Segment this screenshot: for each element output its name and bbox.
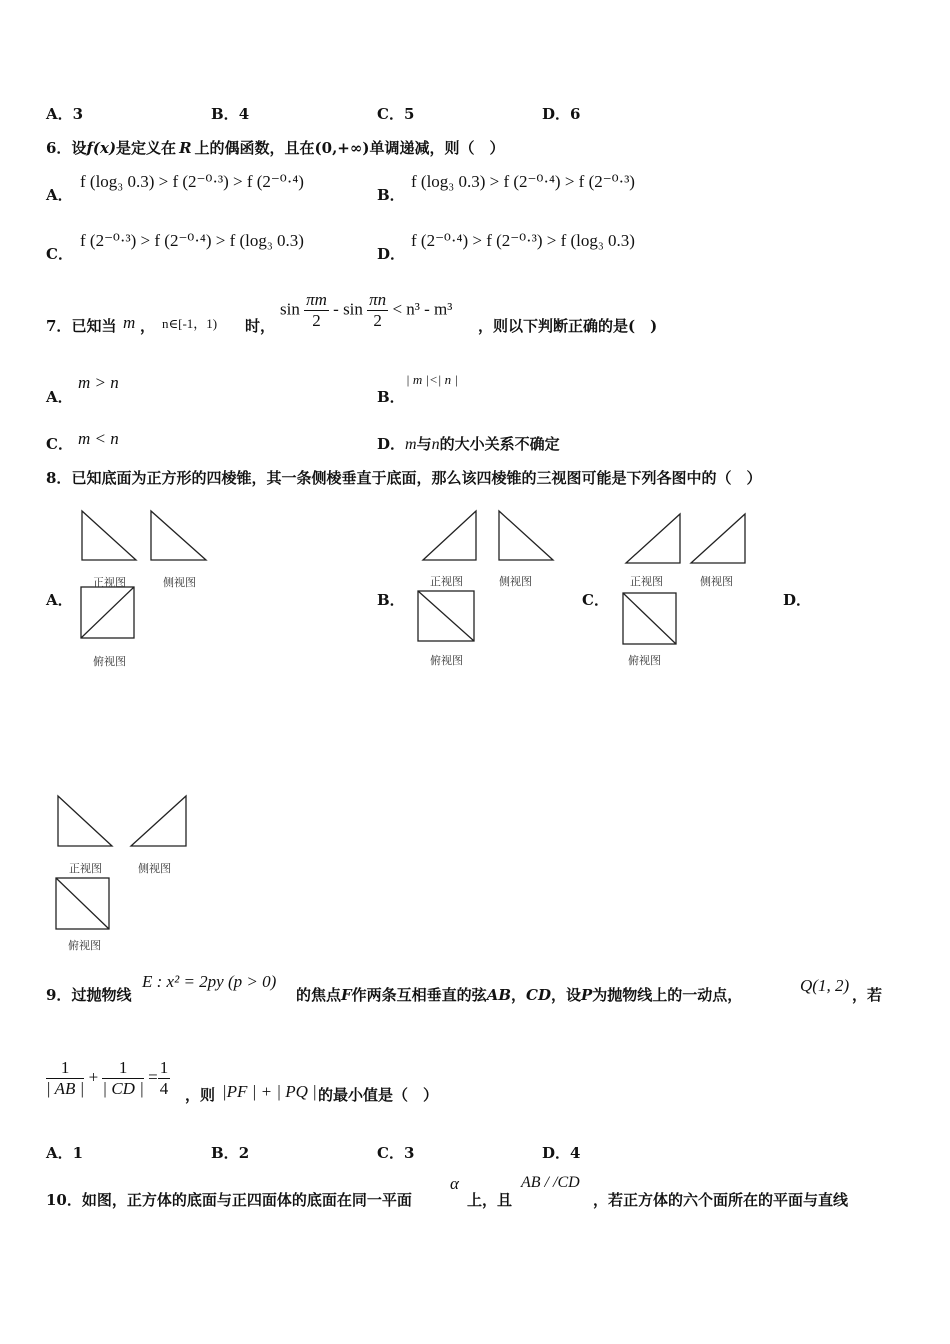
q6-option-d-letter[interactable]: D． (377, 245, 406, 263)
q9-parabola-eq: E : x² = 2py (p > 0) (142, 972, 277, 991)
q8-d-side-caption: 侧视图 (138, 862, 171, 875)
q6-option-a-letter[interactable]: A． (46, 186, 73, 204)
q5-option-d[interactable]: D．6 (542, 105, 581, 123)
q7-label: 7．已知当 (46, 317, 117, 335)
q8-b-side-view (499, 511, 553, 560)
q7-option-b-letter[interactable]: B． (377, 388, 405, 406)
q10-stem-3: ，若正方体的六个面所在的平面与直线 (593, 1191, 849, 1209)
q8-a-front-view (82, 511, 136, 560)
q7-option-c-letter[interactable]: C． (46, 435, 73, 453)
q6-option-a-expr: f (log₃ 0.3) > f (2⁻⁰·³) > f (2⁻⁰·⁴) (80, 172, 304, 191)
q7-domain: n∈[-1，1) (162, 316, 218, 331)
q5-option-c[interactable]: C．5 (377, 105, 415, 123)
q8-a-side-view (151, 511, 206, 560)
q7-option-b-expr: | m |<| n | (406, 372, 458, 387)
q10-alpha: α (450, 1174, 459, 1193)
q8-stem: 8．已知底面为正方形的四棱锥，其一条侧棱垂直于底面，那么该四棱锥的三视图可能是下列各图中的（ ） (46, 469, 762, 487)
q10-stem-2: 上，且 (467, 1191, 513, 1209)
q8-d-side-view (131, 796, 186, 846)
q8-c-side-view (691, 514, 745, 563)
q6-option-c-letter[interactable]: C． (46, 245, 73, 263)
q8-d-top-diagonal (56, 878, 109, 929)
q8-c-top-diagonal (623, 593, 676, 644)
q9-option-c[interactable]: C．3 (377, 1144, 415, 1162)
q8-c-side-caption: 侧视图 (700, 575, 733, 588)
q9-option-b[interactable]: B．2 (211, 1144, 250, 1162)
q6-stem: 6．设f(x)是定义在 R 上的偶函数，且在(0,+∞)单调递减，则（ ） (46, 139, 505, 157)
q8-d-top-caption: 俯视图 (68, 939, 101, 952)
q8-d-front-caption: 正视图 (69, 862, 102, 875)
q9-stem-1: 的焦点F作两条互相垂直的弦AB，CD，设P为抛物线上的一动点， (296, 986, 743, 1004)
q9-label: 9．过抛物线 (46, 986, 132, 1004)
q8-option-a[interactable]: A． (46, 591, 73, 609)
q8-b-front-view (423, 511, 476, 560)
q9-expr: |PF | + | PQ | (222, 1082, 317, 1101)
q5-option-b[interactable]: B．4 (211, 105, 250, 123)
q8-a-top-caption: 俯视图 (93, 655, 126, 668)
q8-option-b[interactable]: B． (377, 591, 405, 609)
q10-stem-1: 10．如图，正方体的底面与正四面体的底面在同一平面 (46, 1191, 412, 1209)
q6-option-b-letter[interactable]: B． (377, 186, 405, 204)
q7-option-d[interactable]: D．m与n的大小关系不确定 (377, 435, 560, 453)
q7-sep: ， (140, 317, 156, 335)
q8-b-top-diagonal (418, 591, 474, 641)
q9-question: 的最小值是（ ） (318, 1086, 439, 1104)
q7-inequality: sin $\frac{\pi m}{2}$ - sin $\frac{\pi n}{2}$ < n³ - m³ (280, 290, 453, 330)
q6-option-b-expr: f (log₃ 0.3) > f (2⁻⁰·⁴) > f (2⁻⁰·³) (411, 172, 635, 191)
q8-d-front-view (58, 796, 112, 846)
q9-condition: $\frac{1}{| AB |}$ + $\frac{1}{| CD |}$ = $\frac{1}{4}$ (46, 1058, 169, 1098)
q7-question: ，则以下判断正确的是( ) (478, 317, 658, 335)
q5-option-a[interactable]: A．3 (46, 105, 84, 123)
q9-then: ，则 (185, 1086, 216, 1104)
q8-b-top-caption: 俯视图 (430, 654, 463, 667)
q8-option-c[interactable]: C． (582, 591, 609, 609)
q6-option-c-expr: f (2⁻⁰·³) > f (2⁻⁰·⁴) > f (log₃ 0.3) (80, 231, 304, 250)
q7-m: m (123, 313, 136, 332)
q8-a-top-diagonal (81, 587, 134, 638)
q9-option-a[interactable]: A．1 (46, 1144, 84, 1162)
q8-option-d[interactable]: D． (783, 591, 812, 609)
q8-c-front-caption: 正视图 (630, 575, 663, 588)
q8-c-front-view (626, 514, 680, 563)
q7-option-a-expr: m > n (78, 373, 119, 392)
q7-option-a-letter[interactable]: A． (46, 388, 73, 406)
q9-if: ，若 (852, 986, 883, 1004)
q8-b-front-caption: 正视图 (430, 575, 463, 588)
q10-parallel: AB / /CD (521, 1174, 580, 1191)
q8-c-top-caption: 俯视图 (628, 654, 661, 667)
q8-b-side-caption: 侧视图 (499, 575, 532, 588)
q6-option-d-expr: f (2⁻⁰·⁴) > f (2⁻⁰·³) > f (log₃ 0.3) (411, 231, 635, 250)
q9-point-q: Q(1, 2) (800, 976, 850, 995)
q8-a-side-caption: 侧视图 (163, 576, 196, 589)
q9-option-d[interactable]: D．4 (542, 1144, 581, 1162)
q7-when: 时， (245, 317, 276, 335)
q8-a-front-caption: 正视图 (93, 576, 126, 589)
q7-option-c-expr: m < n (78, 429, 119, 448)
